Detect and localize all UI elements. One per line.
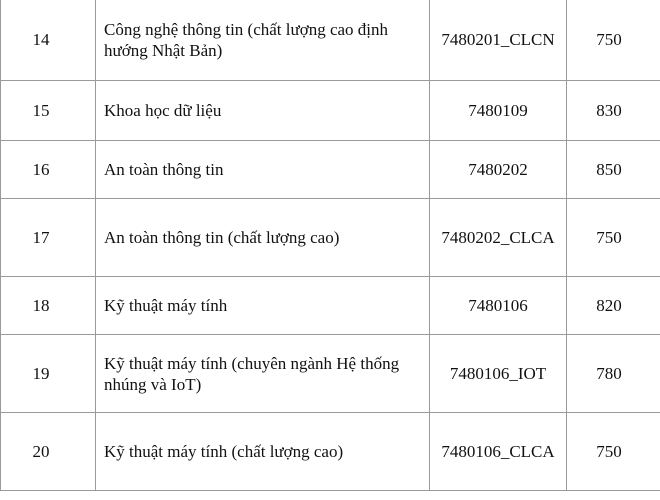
score: 850: [567, 141, 660, 199]
table-row: [1, 199, 660, 277]
major-code: 7480106: [430, 277, 567, 335]
score: 780: [567, 335, 660, 413]
row-number: 18: [1, 277, 96, 335]
row-number: 19: [1, 335, 96, 413]
table-row: [1, 413, 660, 491]
score: 750: [567, 0, 660, 81]
major-name: Công nghệ thông tin (chất lượng cao định hướng Nhật Bản): [96, 0, 430, 81]
major-code: 7480106_CLCA: [430, 413, 567, 491]
table-row: [1, 81, 660, 141]
score: 830: [567, 81, 660, 141]
major-name: Kỹ thuật máy tính: [96, 277, 430, 335]
table-row: [1, 0, 660, 81]
major-name: Khoa học dữ liệu: [96, 81, 430, 141]
row-number: 17: [1, 199, 96, 277]
major-code: 7480106_IOT: [430, 335, 567, 413]
major-name: Kỹ thuật máy tính (chất lượng cao): [96, 413, 430, 491]
major-name: An toàn thông tin: [96, 141, 430, 199]
row-number: 20: [1, 413, 96, 491]
score: 750: [567, 413, 660, 491]
score: 820: [567, 277, 660, 335]
table-row: [1, 335, 660, 413]
major-code: 7480202_CLCA: [430, 199, 567, 277]
major-code: 7480109: [430, 81, 567, 141]
table-row: [1, 141, 660, 199]
score: 750: [567, 199, 660, 277]
table-row: [1, 277, 660, 335]
major-code: 7480201_CLCN: [430, 0, 567, 81]
row-number: 15: [1, 81, 96, 141]
major-name: Kỹ thuật máy tính (chuyên ngành Hệ thống nhúng và IoT): [96, 335, 430, 413]
major-name: An toàn thông tin (chất lượng cao): [96, 199, 430, 277]
row-number: 16: [1, 141, 96, 199]
row-number: 14: [1, 0, 96, 81]
major-code: 7480202: [430, 141, 567, 199]
